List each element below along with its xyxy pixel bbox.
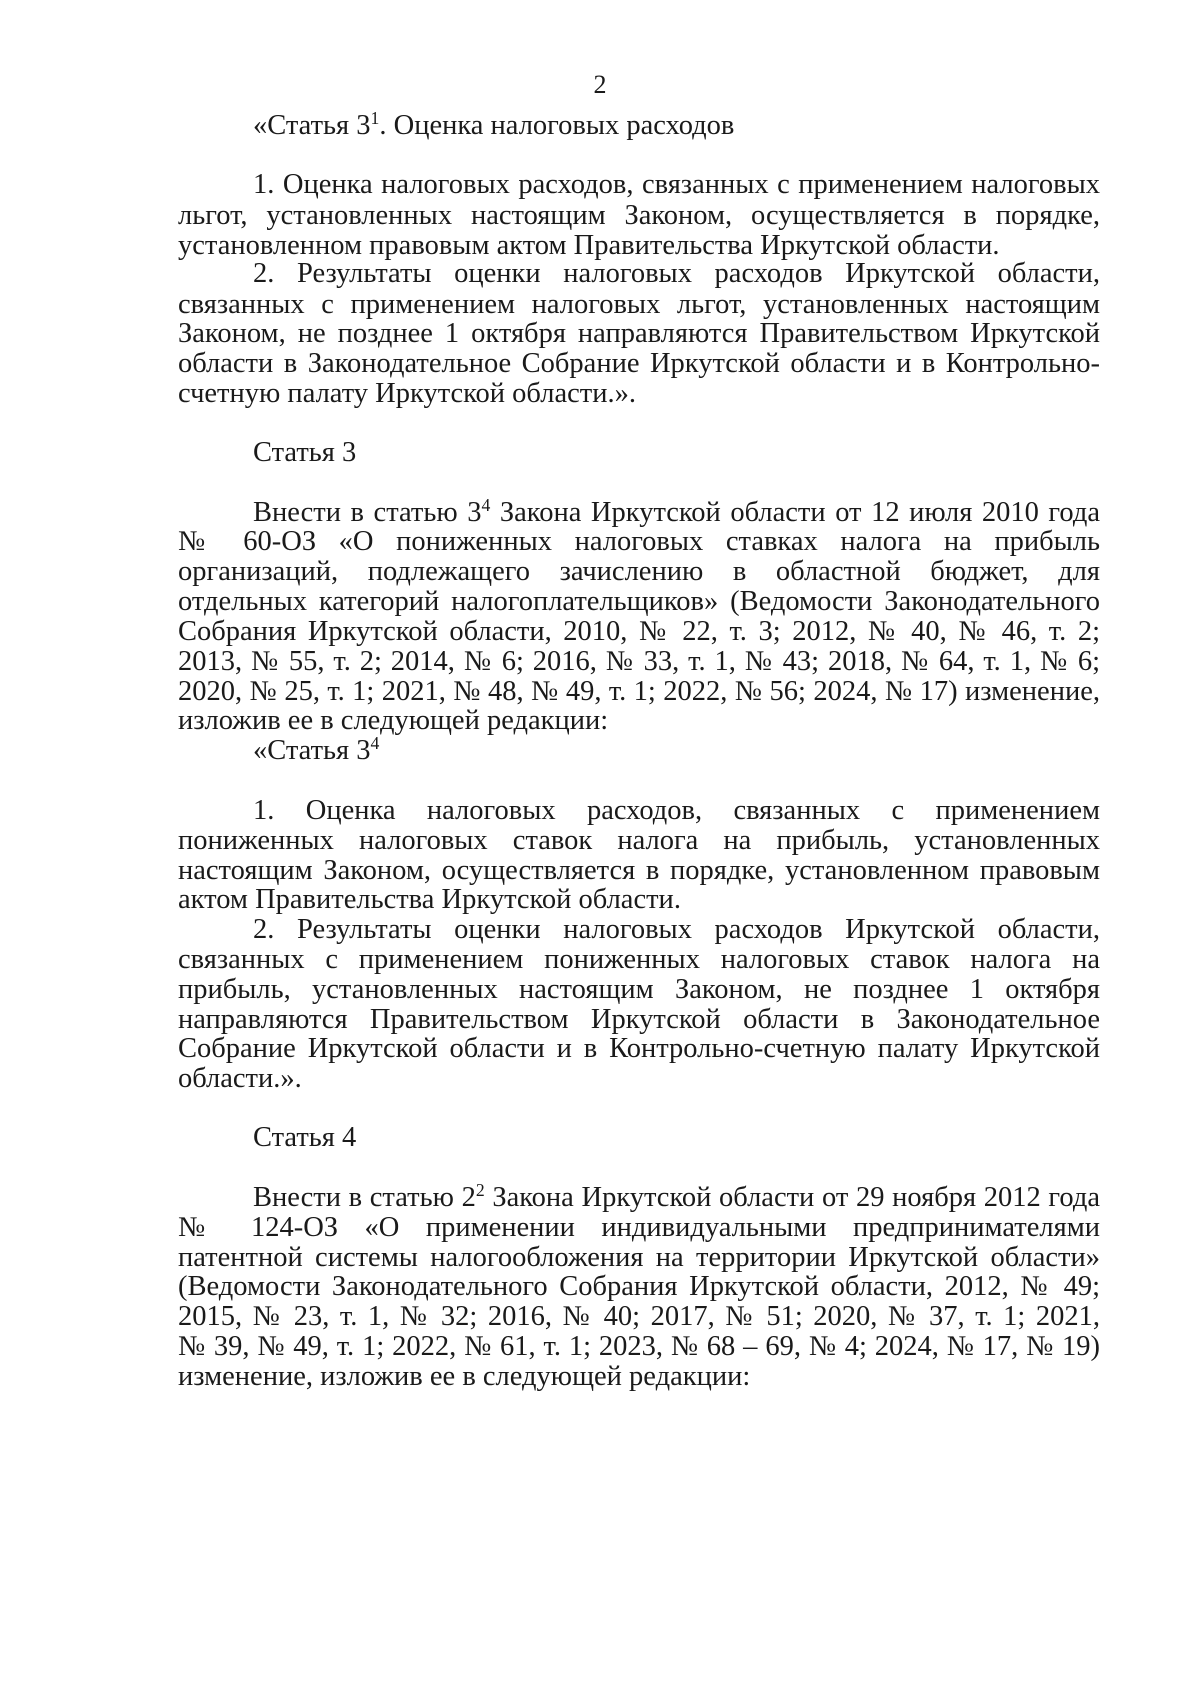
- a4-intro-line: Внести в статью $2^2$ Закона Иркутской области от 29 ноября 2012 года: [253, 1180, 1100, 1213]
- a3-text-line: изложив ее в следующей редакции:: [178, 705, 609, 736]
- a3-p1-line: пониженных налоговых ставок налога на прибыль, установленных: [178, 825, 1100, 856]
- a3-text-line: организаций, подлежащего зачислению в областной бюджет, для: [178, 556, 1100, 587]
- article-4-heading: Статья 4: [253, 1122, 357, 1153]
- a3-text-line: № 60-ОЗ «О пониженных налоговых ставках налога на прибыль: [178, 526, 1100, 557]
- a31-p2-line: области в Законодательное Собрание Иркутской области и в Контрольно-: [178, 348, 1100, 379]
- page-number: 2: [593, 70, 607, 99]
- a3-p2-line: связанных с применением пониженных налоговых ставок налога на: [178, 944, 1100, 975]
- a31-p2-line: 2. Результаты оценки налоговых расходов Иркутской области,: [253, 258, 1100, 289]
- a3-p2-line: 2. Результаты оценки налоговых расходов Иркутской области,: [253, 914, 1100, 945]
- a3-text-line: 2020, № 25, т. 1; 2021, № 48, № 49, т. 1; 2022, № 56; 2024, № 17) изменение,: [178, 676, 1100, 707]
- a3-text-line: Собрания Иркутской области, 2010, № 22, т. 3; 2012, № 40, № 46, т. 2;: [178, 616, 1100, 647]
- a3-p1-line: актом Правительства Иркутской области.: [178, 884, 681, 915]
- a3-p2-line: области.».: [178, 1063, 302, 1094]
- a31-p1-line: 1. Оценка налоговых расходов, связанных с применением налоговых: [253, 169, 1100, 200]
- a4-text-line: № 124-ОЗ «О применении индивидуальными предпринимателями: [178, 1212, 1100, 1243]
- a3-p2-line: Собрание Иркутской области и в Контрольно-счетную палату Иркутской: [178, 1033, 1100, 1064]
- a4-text-line: (Ведомости Законодательного Собрания Иркутской области, 2012, № 49;: [178, 1271, 1100, 1302]
- a31-p1-line: льгот, установленных настоящим Законом, осуществляется в порядке,: [178, 200, 1100, 231]
- a31-p1-line: установленном правовым актом Правительства Иркутской области.: [178, 230, 1000, 261]
- article-3-1-heading: «Статья $3^1$. Оценка налоговых расходов: [253, 108, 735, 141]
- article-3-heading: Статья 3: [253, 437, 357, 468]
- a4-text-line: патентной системы налогообложения на территории Иркутской области»: [178, 1242, 1100, 1273]
- a3-text-line: 2013, № 55, т. 2; 2014, № 6; 2016, № 33, т. 1, № 43; 2018, № 64, т. 1, № 6;: [178, 646, 1100, 677]
- a31-p2-line: Законом, не позднее 1 октября направляются Правительством Иркутской: [178, 318, 1100, 349]
- a3-p2-line: прибыль, установленных настоящим Законом, не позднее 1 октября: [178, 974, 1100, 1005]
- a3-quote-heading: «Статья $3^4$: [253, 733, 380, 766]
- a4-text-line: № 39, № 49, т. 1; 2022, № 61, т. 1; 2023, № 68 – 69, № 4; 2024, № 17, № 19): [178, 1331, 1100, 1362]
- a3-p2-line: направляются Правительством Иркутской области в Законодательное: [178, 1004, 1100, 1035]
- a3-p1-line: настоящим Законом, осуществляется в порядке, установленном правовым: [178, 855, 1100, 886]
- a31-p2-line: счетную палату Иркутской области.».: [178, 378, 636, 409]
- a3-text-line: отдельных категорий налогоплательщиков» (Ведомости Законодательного: [178, 586, 1100, 617]
- a3-intro-line: Внести в статью $3^4$ Закона Иркутской области от 12 июля 2010 года: [253, 495, 1100, 528]
- a4-text-line: 2015, № 23, т. 1, № 32; 2016, № 40; 2017, № 51; 2020, № 37, т. 1; 2021,: [178, 1301, 1100, 1332]
- a31-p2-line: связанных с применением налоговых льгот, установленных настоящим: [178, 289, 1100, 320]
- a3-p1-line: 1. Оценка налоговых расходов, связанных с применением: [253, 795, 1100, 826]
- a4-text-line: изменение, изложив ее в следующей редакции:: [178, 1361, 751, 1392]
